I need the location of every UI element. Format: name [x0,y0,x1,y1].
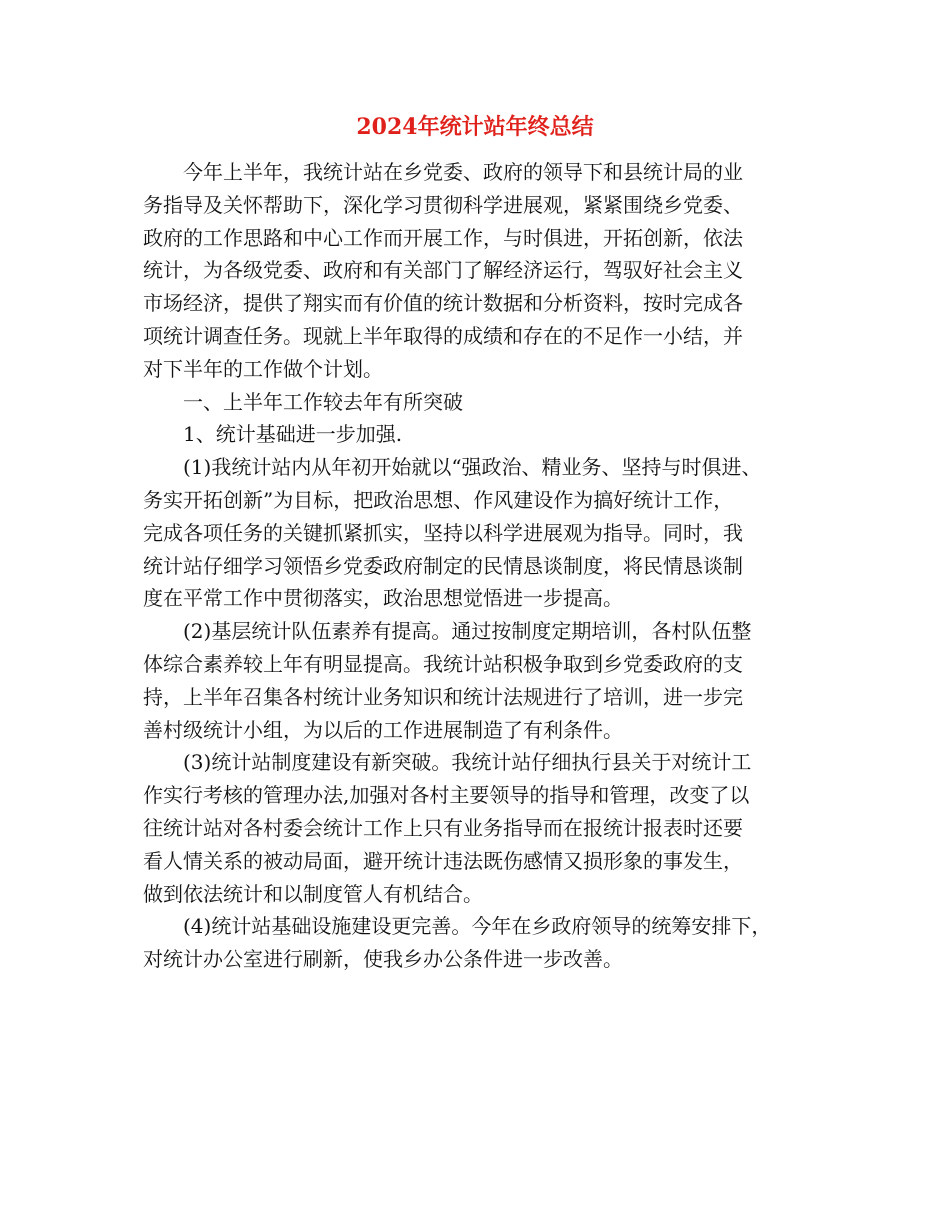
text-line: (2)基层统计队伍素养有提高。通过按制度定期培训，各村队伍整 [183,619,752,644]
text-line: 今年上半年，我统计站在乡党委、政府的领导下和县统计局的业 [183,160,743,184]
text-line: 统计站仔细学习领悟乡党委政府制定的民情恳谈制度，将民情恳谈制 [143,553,743,578]
text-line: 完成各项任务的关键抓紧抓实，坚持以科学进展观为指导。同时，我 [143,520,743,545]
text-line: 统计，为各级党委、政府和有关部门了解经济运行，驾驭好社会主义 [143,258,743,283]
text-line: 项统计调查任务。现就上半年取得的成绩和存在的不足作一小结，并 [143,323,743,348]
text-line: 作实行考核的管理办法,加强对各村主要领导的指导和管理，改变了以 [143,783,750,808]
text-line: 务实开拓创新”为目标，把政治思想、作风建设作为搞好统计工作， [143,487,734,512]
text-line: 善村级统计小组，为以后的工作进展制造了有利条件。 [143,717,623,742]
text-line: 1、统计基础进一步加强. [183,422,403,447]
text-line: 对下半年的工作做个计划。 [143,356,383,381]
text-line: (3)统计站制度建设有新突破。我统计站仔细执行县关于对统计工 [183,750,752,775]
text-line: (1)我统计站内从年初开始就以“强政治、精业务、坚持与时俱进、 [183,455,762,480]
text-line: 务指导及关怀帮助下，深化学习贯彻科学进展观，紧紧围绕乡党委、 [143,192,743,217]
document-body [143,156,823,976]
text-line: 做到依法统计和以制度管人有机结合。 [143,881,483,906]
document-title: 2024年统计站年终总结 [356,114,594,140]
text-line: 持，上半年召集各村统计业务知识和统计法规进行了培训，进一步完 [143,684,743,709]
text-line: 政府的工作思路和中心工作而开展工作，与时俱进，开拓创新，依法 [143,225,743,250]
text-line: 看人情关系的被动局面，避开统计违法既伤感情又损形象的事发生， [143,848,743,873]
text-line: 体综合素养较上年有明显提高。我统计站积极争取到乡党委政府的支 [143,651,743,676]
text-line: 对统计办公室进行刷新，使我乡办公条件进一步改善。 [143,947,623,972]
text-line: (4)统计站基础设施建设更完善。今年在乡政府领导的统筹安排下， [183,914,772,939]
text-line: 度在平常工作中贯彻落实，政治思想觉悟进一步提高。 [143,586,623,611]
text-line: 往统计站对各村委会统计工作上只有业务指导而在报统计报表时还要 [143,815,743,840]
text-line: 市场经济，提供了翔实而有价值的统计数据和分析资料，按时完成各 [143,291,743,316]
text-line: 一、上半年工作较去年有所突破 [183,389,463,414]
